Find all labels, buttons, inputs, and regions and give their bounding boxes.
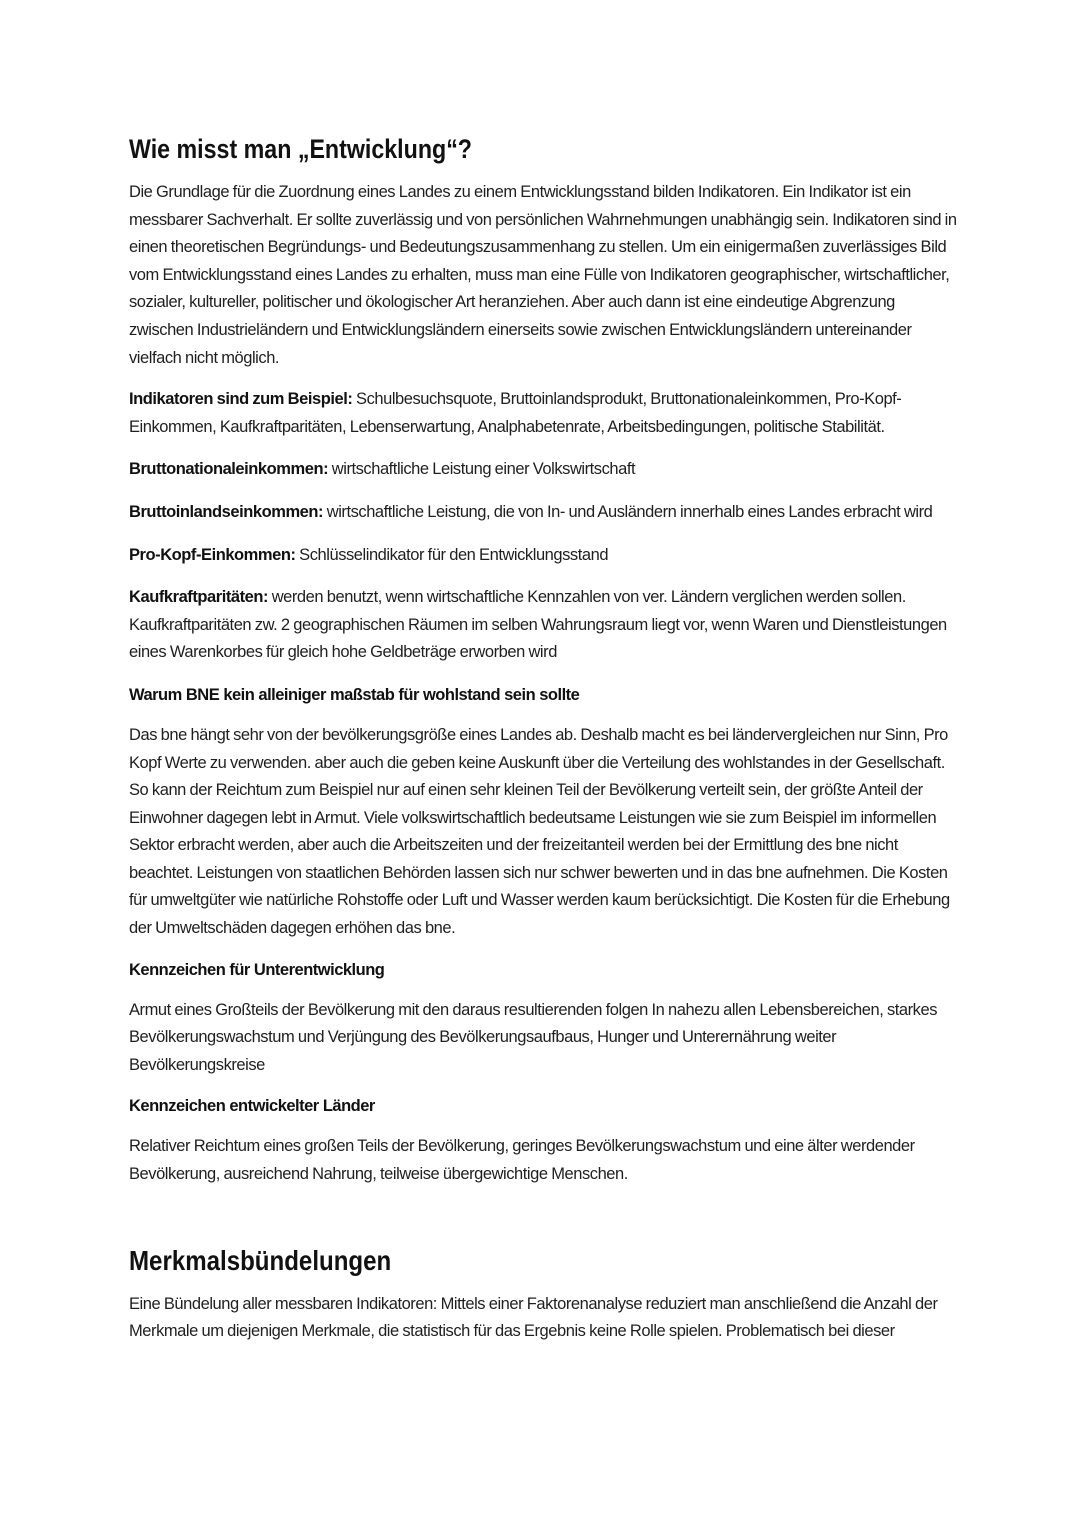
bne-paragraph: Das bne hängt sehr von der bevölkerungsgröße eines Landes ab. Deshalb macht es bei ländervergleichen nur Sinn, Pro Kopf Werte zu verwenden. aber auch die geben keine Auskunft über die Verteilung des wohlstandes in der Gesellschaft. So kann der Reichtum zum Beispiel nur auf einen sehr kleinen Teil der Bevölkerung verteilt sein, der größte Anteil der Einwohner dagegen lebt in Armut. Viele volkswirtschaftlich bedeutsame Leistungen wie sie zum Beispiel im informellen Sektor erbracht werden, aber auch die Arbeitszeiten und der freizeitanteil werden bei der Ermittlung des bne nicht beachtet. Leistungen von staatlichen Behörden lassen sich nur schwer bewerten und in das bne aufnehmen. Die Kosten für umweltgüter wie natürliche Rohstoffe oder Luft und Wasser werden kaum berücksichtigt. Die Kosten für die Erhebung der Umweltschäden dagegen erhöhen das bne. [129,725,950,938]
definitions-list [129,386,959,667]
definition-text: Schulbesuchsquote, Bruttoinlandsprodukt, Bruttonationaleinkommen, Pro-Kopf-Einkommen, Kaufkraftparitäten, Lebenserwartung, Analphabetenrate, Arbeitsbedingungen, politische Stabilität. [129,390,902,436]
definition-term: Kaufkraftparitäten: [129,588,269,607]
document-page [129,133,959,1360]
definition-term: Pro-Kopf-Einkommen: [129,545,296,564]
definition-term: Bruttonationaleinkommen: [129,460,329,479]
bne-heading: Warum BNE kein alleiniger maßstab für wohlstand sein sollte [129,685,580,704]
intro-paragraph: Die Grundlage für die Zuordnung eines Landes zu einem Entwicklungsstand bilden Indikatoren. Ein Indikator ist ein messbarer Sachverhalt. Er sollte zuverlässig und von persönlichen Wahrnehmungen unabhängig sein. Indikatoren sind in einen theoretischen Begründungs- und Bedeutungszusammenhang zu stellen. Um ein einigermaßen zuverlässiges Bild vom Entwicklungsstand eines Landes zu erhalten, muss man eine Fülle von Indikatoren geographischer, wirtschaftlicher, sozialer, kultureller, politischer und ökologischer Art heranziehen. Aber auch dann ist eine eindeutige Abgrenzung zwischen Industrieländern und Entwicklungsländern einerseits sowie zwischen Entwicklungsländern untereinander vielfach nicht möglich. [129,183,957,367]
definition-text: wirtschaftliche Leistung einer Volkswirtschaft [328,460,636,479]
definition-bruttonationaleinkommen [129,456,959,484]
definition-kaufkraftparitaeten [129,584,959,667]
developed-countries-heading: Kennzeichen entwickelter Länder [129,1097,375,1116]
section-title-entwicklung: Wie misst man „Entwicklung“? [129,134,472,164]
definition-indikatoren [129,386,959,441]
definition-text: Schlüsselindikator für den Entwicklungsstand [295,545,609,564]
definition-bruttoinlandseinkommen [129,499,959,527]
underdevelopment-heading: Kennzeichen für Unterentwicklung [129,960,385,979]
underdevelopment-paragraph: Armut eines Großteils der Bevölkerung mit den daraus resultierenden folgen In nahezu allen Lebensbereichen, starkes Bevölkerungswachstum und Verjüngung des Bevölkerungsaufbaus, Hunger und Unterernährung weiter Bevölkerungskreise [129,1000,937,1074]
definition-text: wirtschaftliche Leistung, die von In- und Ausländern innerhalb eines Landes erbracht wird [323,502,933,521]
definition-text: werden benutzt, wenn wirtschaftliche Kennzahlen von ver. Ländern verglichen werden sollen. Kaufkraftparitäten zw. 2 geographischen Räumen im selben Wahrungsraum liegt vor, wenn Waren und Dienstleistungen eines Warenkorbes für gleich hohe Geldbeträge erworben wird [129,588,947,662]
definition-term: Indikatoren sind zum Beispiel: [129,390,353,409]
section-title-merkmalsbuendelungen: Merkmalsbündelungen [129,1244,392,1276]
definition-pro-kopf-einkommen [129,542,959,570]
definition-term: Bruttoinlandseinkommen: [129,502,324,521]
developed-countries-paragraph: Relativer Reichtum eines großen Teils der Bevölkerung, geringes Bevölkerungswachstum und eine älter werdender Bevölkerung, ausreichend Nahrung, teilweise übergewichtige Menschen. [129,1137,915,1184]
merkmalsbuendelungen-paragraph: Eine Bündelung aller messbaren Indikatoren: Mittels einer Faktorenanalyse reduziert man anschließend die Anzahl der Merkmale um diejenigen Merkmale, die statistisch für das Ergebnis keine Rolle spielen. Problematisch bei dieser [129,1294,938,1341]
